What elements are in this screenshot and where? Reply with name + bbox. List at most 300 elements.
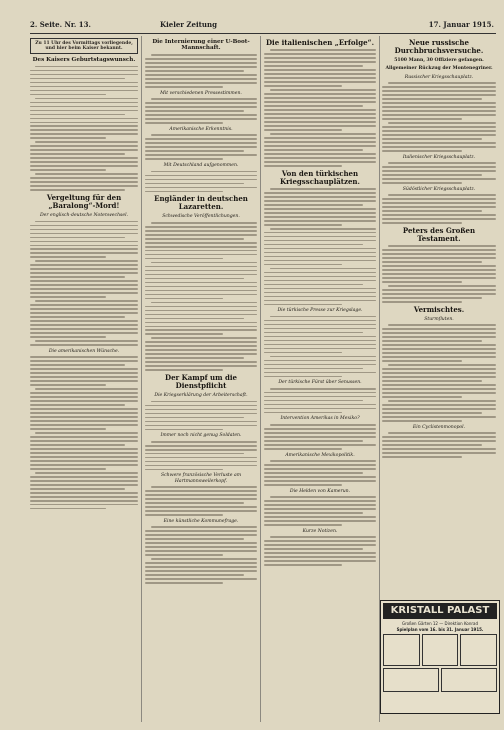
- text-line: [264, 364, 376, 366]
- text-line: [382, 456, 462, 458]
- text-line: [30, 78, 125, 80]
- text-line: [30, 396, 138, 398]
- subheadline: Sturmfluten.: [424, 316, 454, 322]
- text-line: [30, 384, 106, 386]
- text-line: [30, 412, 138, 414]
- text-line: [145, 282, 257, 284]
- text-line: [151, 171, 257, 173]
- text-line: [151, 337, 257, 339]
- text-line: [388, 364, 496, 366]
- text-line: [382, 380, 482, 382]
- text-line: [264, 216, 376, 218]
- text-line: [270, 188, 376, 190]
- text-line: [145, 242, 257, 244]
- text-line: [35, 98, 138, 100]
- text-line: [264, 352, 342, 354]
- text-line: [30, 74, 138, 76]
- headline: Der Kampf um die Dienstpflicht: [165, 373, 237, 391]
- text-line: [388, 82, 496, 84]
- text-line: [145, 449, 257, 451]
- text-line: [264, 500, 376, 502]
- text-line: [145, 498, 257, 500]
- text-line: [35, 173, 138, 175]
- text-line: [151, 486, 257, 488]
- text-line: [264, 145, 376, 147]
- text-line: [30, 264, 138, 266]
- text-line: [382, 372, 496, 374]
- text-line: [30, 336, 106, 338]
- subheadline: Immer noch nicht genug Soldaten.: [160, 433, 242, 439]
- headline: Die Internierung einer U-Boot-Mannschaft.: [152, 39, 250, 52]
- text-line: [382, 452, 496, 454]
- text-line: [264, 125, 376, 127]
- text-line: [382, 114, 496, 116]
- text-line: [145, 258, 223, 260]
- text-line: [382, 444, 482, 446]
- text-line: [145, 175, 257, 177]
- text-line: [30, 118, 138, 120]
- text-line: [151, 441, 257, 443]
- text-line: [382, 214, 496, 216]
- text-line: [382, 404, 496, 406]
- text-line: [145, 179, 257, 181]
- text-line: [145, 150, 244, 152]
- text-line: [264, 564, 342, 566]
- text-line: [264, 252, 376, 254]
- text-line: [30, 364, 125, 366]
- text-line: [30, 272, 138, 274]
- text-line: [264, 444, 376, 446]
- text-line: [264, 504, 376, 506]
- text-line: [30, 492, 138, 494]
- text-line: [30, 137, 106, 139]
- text-line: [145, 465, 257, 467]
- text-line: [382, 376, 496, 378]
- text-line: [145, 226, 257, 228]
- text-line: [35, 141, 138, 143]
- text-line: [30, 424, 138, 426]
- text-line: [30, 328, 138, 330]
- text-line: [270, 460, 376, 462]
- text-line: [264, 105, 363, 107]
- text-line: [382, 408, 496, 410]
- text-line: [388, 245, 496, 247]
- subheadline: Italienischer Kriegsschauplatz.: [402, 154, 476, 160]
- text-line: [30, 133, 138, 135]
- text-line: [382, 98, 482, 100]
- text-line: [30, 468, 106, 470]
- text-line: [264, 404, 376, 406]
- text-line: [382, 102, 496, 104]
- text-line: [382, 182, 462, 184]
- text-line: [145, 154, 257, 156]
- text-line: [388, 432, 496, 434]
- ad-program-cell: [441, 668, 497, 692]
- text-line: [145, 429, 223, 431]
- text-line: [264, 93, 376, 95]
- column-separator: [260, 36, 261, 722]
- text-line: [264, 436, 376, 438]
- ad-program-cell: [422, 634, 459, 666]
- text-line: [264, 336, 376, 338]
- text-line: [264, 304, 342, 306]
- text-line: [382, 178, 496, 180]
- text-line: [145, 74, 257, 76]
- text-line: [145, 353, 257, 355]
- text-line: [145, 306, 257, 308]
- text-line: [382, 253, 496, 255]
- text-line: [264, 200, 376, 202]
- text-line: [30, 70, 138, 72]
- text-line: [382, 218, 496, 220]
- text-line: [145, 546, 257, 548]
- text-line: [264, 560, 376, 562]
- text-line: [145, 365, 257, 367]
- text-line: [264, 81, 376, 83]
- ad-program-grid: [383, 668, 497, 692]
- text-line: [35, 340, 138, 342]
- text-line: [145, 62, 257, 64]
- text-line: [264, 556, 376, 558]
- text-line: [35, 260, 138, 262]
- page-label: 2. Seite. Nr. 13.: [30, 20, 91, 29]
- text-line: [145, 250, 257, 252]
- text-line: [388, 400, 496, 402]
- text-line: [30, 177, 138, 179]
- text-line: [264, 480, 376, 482]
- subheadline: Die Helden von Kamerun.: [289, 488, 351, 494]
- text-line: [264, 524, 342, 526]
- text-line: [145, 102, 257, 104]
- paper-name: Kieler Zeitung: [160, 20, 217, 29]
- text-line: [30, 110, 138, 112]
- text-line: [264, 512, 363, 514]
- text-line: [264, 204, 363, 206]
- headline: Vergeltung für den „Baralong“-Mord!: [46, 192, 122, 210]
- text-line: [145, 566, 257, 568]
- text-line: [382, 94, 496, 96]
- text-line: [30, 276, 125, 278]
- text-line: [151, 98, 257, 100]
- text-line: [264, 77, 376, 79]
- text-line: [264, 264, 342, 266]
- subheadline: Der englisch-deutsche Notenwechsel.: [39, 213, 129, 219]
- text-line: [30, 508, 106, 510]
- text-line: [145, 294, 257, 296]
- text-line: [264, 236, 376, 238]
- text-line: [145, 502, 244, 504]
- text-line: [30, 436, 138, 438]
- text-line: [382, 436, 496, 438]
- headline: Peters des Großen Testament.: [402, 226, 476, 244]
- text-line: [382, 360, 462, 362]
- headline: Des Kaisers Geburtstagswunsch.: [32, 57, 136, 63]
- subheadline: Südöstlicher Kriegsschauplatz.: [402, 186, 476, 192]
- date-label: 17. Januar 1915.: [428, 20, 494, 29]
- text-line: [264, 141, 376, 143]
- headline: Von den türkischen Kriegsschauplätzen.: [280, 168, 360, 186]
- text-line: [382, 420, 462, 422]
- text-line: [264, 484, 342, 486]
- ad-program: Spielplan vom 16. bis 31. Januar 1915.: [396, 627, 484, 632]
- text-line: [264, 344, 376, 346]
- text-line: [145, 158, 223, 160]
- text-line: [145, 266, 257, 268]
- ad-title: KRISTALL PALAST: [383, 603, 497, 619]
- text-line: [264, 208, 376, 210]
- subheadline: Die türkische Presse zur Kriegslage.: [277, 308, 363, 314]
- text-line: [145, 238, 244, 240]
- text-line: [145, 142, 257, 144]
- text-line: [145, 118, 257, 120]
- text-line: [30, 392, 138, 394]
- text-line: [382, 412, 482, 414]
- text-line: [264, 280, 376, 282]
- text-line: [264, 328, 376, 330]
- text-line: [145, 326, 257, 328]
- text-line: [30, 320, 138, 322]
- text-line: [30, 500, 138, 502]
- text-line: [30, 332, 138, 334]
- text-line: [145, 230, 257, 232]
- text-line: [270, 228, 376, 230]
- text-line: [30, 308, 138, 310]
- text-line: [264, 69, 376, 71]
- text-line: [30, 404, 125, 406]
- text-line: [264, 224, 342, 226]
- text-line: [151, 134, 257, 136]
- text-line: [264, 400, 363, 402]
- text-line: [145, 278, 244, 280]
- text-line: [30, 280, 138, 282]
- text-line: [35, 300, 138, 302]
- text-line: [145, 469, 223, 471]
- text-line: [264, 240, 376, 242]
- text-line: [264, 376, 342, 378]
- text-line: [145, 122, 223, 124]
- text-line: [30, 256, 106, 258]
- text-line: [264, 408, 376, 410]
- text-line: [382, 301, 462, 303]
- text-line: [270, 356, 376, 358]
- text-line: [30, 440, 138, 442]
- text-line: [382, 142, 496, 144]
- text-line: [145, 409, 257, 411]
- text-line: [382, 134, 496, 136]
- text-line: [30, 400, 138, 402]
- ad-program-grid: [383, 634, 497, 666]
- text-line: [382, 130, 496, 132]
- text-line: [264, 161, 376, 163]
- headline: Engländer in deutschen Lazaretten.: [154, 194, 248, 212]
- text-line: [264, 464, 376, 466]
- text-line: [264, 97, 376, 99]
- text-line: [30, 420, 138, 422]
- text-line: [264, 157, 376, 159]
- subheadline: Mit verschiedenen Pressestimmen.: [160, 90, 242, 96]
- text-line: [30, 165, 138, 167]
- text-line: [30, 241, 138, 243]
- text-line: [264, 292, 376, 294]
- text-line: [145, 425, 257, 427]
- text-line: [264, 540, 376, 542]
- subheadline: Kurze Notizen.: [302, 528, 338, 534]
- subheadline: Russischer Kriegsschauplatz.: [404, 74, 474, 80]
- text-line: [30, 488, 125, 490]
- text-line: [145, 349, 257, 351]
- text-line: [382, 348, 496, 350]
- headline: Die italienischen „Erfolge“.: [265, 38, 375, 47]
- text-line: [264, 288, 376, 290]
- subheadline: Ein Cyclistenmonopol.: [412, 424, 466, 430]
- text-line: [145, 530, 257, 532]
- text-line: [145, 550, 257, 552]
- text-line: [145, 191, 223, 193]
- text-line: [270, 388, 376, 390]
- text-line: [145, 187, 257, 189]
- subheadline: Intervention Amerikas in Mexiko?: [280, 416, 360, 422]
- text-line: [30, 233, 138, 235]
- text-line: [382, 328, 496, 330]
- text-line: [382, 269, 496, 271]
- text-line: [264, 348, 376, 350]
- text-line: [151, 262, 257, 264]
- text-line: [30, 368, 138, 370]
- text-line: [30, 181, 138, 183]
- subheadline: Amerikanische Erkenntnis.: [169, 126, 233, 132]
- text-line: [264, 448, 342, 450]
- text-line: [30, 90, 138, 92]
- text-line: [264, 220, 376, 222]
- text-line: [264, 117, 376, 119]
- text-line: [145, 270, 257, 272]
- text-line: [145, 574, 244, 576]
- text-line: [30, 504, 138, 506]
- text-line: [30, 460, 138, 462]
- text-line: [30, 304, 138, 306]
- text-line: [264, 372, 376, 374]
- text-line: [30, 185, 138, 187]
- text-line: [145, 310, 257, 312]
- page-header: [30, 20, 494, 32]
- text-line: [382, 384, 496, 386]
- text-line: [145, 506, 257, 508]
- text-line: [264, 476, 376, 478]
- text-line: [264, 472, 363, 474]
- text-line: [145, 417, 244, 419]
- text-line: [264, 520, 376, 522]
- text-line: [264, 165, 342, 167]
- subheadline: Schwedische Veröffentlichungen.: [162, 214, 240, 220]
- text-line: [264, 284, 363, 286]
- text-line: [30, 252, 138, 254]
- text-line: [145, 361, 257, 363]
- column-1: [30, 36, 138, 722]
- text-line: [382, 344, 496, 346]
- text-line: [382, 249, 496, 251]
- text-line: [30, 161, 138, 163]
- column-2: [145, 36, 257, 722]
- text-line: [30, 380, 138, 382]
- kristall-palast-advertisement: [380, 600, 500, 714]
- text-line: [30, 416, 138, 418]
- text-line: [30, 484, 138, 486]
- text-line: [35, 66, 138, 68]
- text-line: [145, 490, 257, 492]
- text-line: [382, 206, 496, 208]
- text-line: [145, 494, 257, 496]
- text-line: [30, 114, 125, 116]
- text-line: [145, 138, 257, 140]
- text-line: [382, 110, 496, 112]
- text-line: [264, 440, 363, 442]
- text-line: [35, 432, 138, 434]
- text-line: [30, 237, 125, 239]
- text-line: [145, 514, 223, 516]
- text-line: [30, 94, 106, 96]
- text-line: [382, 388, 496, 390]
- headline: Neue russische Durchbruchsversuche.: [394, 38, 484, 56]
- text-line: [30, 288, 138, 290]
- text-line: [30, 268, 138, 270]
- ad-subline: Großen Gärten 12 — Direktion Konrad: [401, 621, 479, 626]
- text-line: [382, 448, 496, 450]
- text-line: [264, 360, 376, 362]
- text-line: [382, 340, 482, 342]
- text-line: [30, 312, 138, 314]
- text-line: [264, 248, 376, 250]
- text-line: [30, 376, 138, 378]
- text-line: [151, 302, 257, 304]
- text-line: [151, 526, 257, 528]
- text-line: [145, 322, 257, 324]
- text-line: [30, 149, 138, 151]
- subheadline: Die amerikanischen Wünsche.: [48, 348, 120, 354]
- text-line: [145, 534, 257, 536]
- text-line: [264, 73, 376, 75]
- text-line: [145, 70, 244, 72]
- text-line: [151, 401, 257, 403]
- text-line: [382, 336, 496, 338]
- text-line: [382, 166, 496, 168]
- text-line: [145, 329, 257, 331]
- text-line: [35, 472, 138, 474]
- text-line: [264, 296, 376, 298]
- text-line: [30, 82, 138, 84]
- text-line: [388, 324, 496, 326]
- text-line: [145, 254, 257, 256]
- text-line: [382, 356, 496, 358]
- text-line: [264, 192, 376, 194]
- text-line: [382, 273, 496, 275]
- text-line: [382, 86, 496, 88]
- text-line: [151, 558, 257, 560]
- text-line: [264, 320, 376, 322]
- text-line: [30, 372, 138, 374]
- text-line: [145, 413, 257, 415]
- text-line: [388, 162, 496, 164]
- text-line: [145, 246, 257, 248]
- text-line: [264, 65, 363, 67]
- text-line: [30, 444, 125, 446]
- header-rule: [30, 33, 496, 34]
- text-line: [270, 89, 376, 91]
- text-line: [382, 416, 496, 418]
- text-line: [264, 468, 376, 470]
- text-line: [145, 554, 223, 556]
- text-line: [270, 316, 376, 318]
- text-line: [145, 538, 244, 540]
